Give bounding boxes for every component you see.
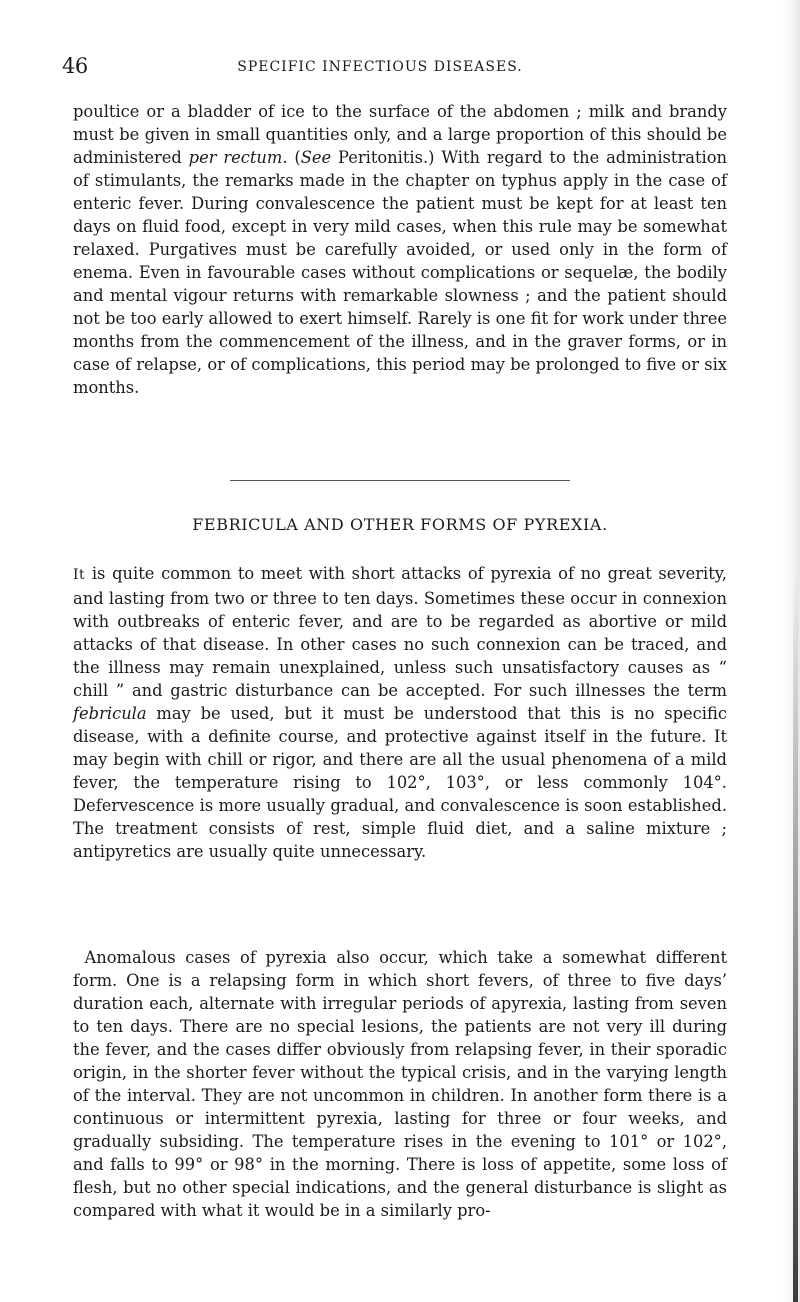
paragraph-text xyxy=(73,100,727,399)
paragraph-febricula xyxy=(73,562,727,863)
paragraph-continued xyxy=(73,100,727,399)
text-run: poultice or a bladder of ice to the surface of the abdomen ; milk and brandy must be given in small quantities only, and a large proportion of this should be administered xyxy=(73,102,727,167)
text-run: Peritonitis.) With regard to the administration of stimulants, the remarks made in the chapter on typhus apply in the case of enteric fever. During convalescence the patient must be kept for at least ten days on fluid food, except in very mild cases, when this rule may be somewhat relaxed. Purgatives must be carefully avoided, or used only in the form of enema. Even in favourable cases without complications or sequelæ, the bodily and mental vigour returns with remarkable slowness ; and the patient should not be too early allowed to exert himself. Rarely is one fit for work under three months from the commencement of the illness, and in the graver forms, or in case of relapse, or of complications, this period may be prolonged to five or six months. xyxy=(73,148,727,397)
italic-run: See xyxy=(300,148,332,167)
paragraph-text: Anomalous cases of pyrexia also occur, which take a somewhat different form. One is a relapsing form in which short fevers, of three to five days’ duration each, alternate with irregular periods of apyrexia, lasting from seven to ten days. There are no special lesions, the patients are not very ill during the fever, and the cases differ obviously from relapsing fever, in their sporadic origin, in the shorter fever without the typical crisis, and in the varying length of the interval. They are not uncommon in children. In another form there is a continuous or intermittent pyrexia, lasting for three or four weeks, and gradually subsiding. The temperature rises in the evening to 101° or 102°, and falls to 99° or 98° in the morning. There is loss of appetite, some loss of flesh, but no other special indications, and the general disturbance is slight as compared with what it would be in a similarly pro- xyxy=(73,948,727,1220)
section-divider xyxy=(230,480,570,481)
text-run: is quite common to meet with short attacks of pyrexia of no great severity, and lasting from two or three to ten days. Sometimes these occur in connexion with outbreaks of enteric fever, and are to be regarded as abortive or mild attacks of that disease. In other cases no such connexion can be traced, and the illness may remain unexplained, unless such unsatisfactory causes as “ chill ” and gastric disturbance can be accepted. For such illnesses the term xyxy=(73,564,727,700)
section-heading: FEBRICULA AND OTHER FORMS OF PYREXIA. xyxy=(192,515,608,534)
paragraph-text xyxy=(73,562,727,863)
running-head xyxy=(60,50,700,84)
italic-run: febricula xyxy=(73,704,147,723)
text-run: may be used, but it must be understood that this is no specific disease, with a definite course, and protective against itself in the future. It may begin with chill or rigor, and there are all the usual phenomena of a mild fever, the temperature rising to 102°, 103°, or less commonly 104°. Defervescence is more usually gradual, and convalescence is soon established. The treatment consists of rest, simple fluid diet, and a saline mixture ; antipyretics are usually quite unnecessary. xyxy=(73,704,727,861)
running-title: SPECIFIC INFECTIOUS DISEASES. xyxy=(237,59,523,75)
scan-edge-shadow xyxy=(782,0,800,1302)
italic-run: per rectum. xyxy=(188,148,288,167)
small-caps-lead: It xyxy=(73,567,86,583)
text-run: ( xyxy=(287,148,301,167)
paragraph-anomalous xyxy=(73,946,727,1222)
page-number: 46 xyxy=(62,54,88,78)
